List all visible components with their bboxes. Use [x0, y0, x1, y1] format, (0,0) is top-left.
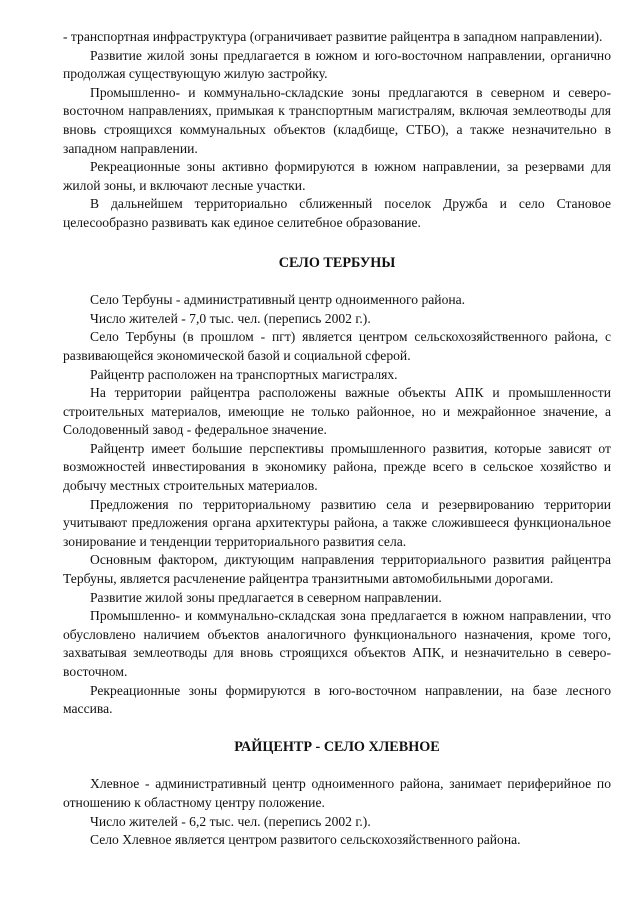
paragraph: Предложения по территориальному развитию села и резервированию территории учитывают предложения органа архитектуры района, а также сложившееся функциональное зонирование и тенденции территориального развития села.: [63, 496, 611, 549]
document-page: [63, 28, 611, 850]
section-heading: СЕЛО ТЕРБУНЫ: [278, 254, 396, 271]
section-heading: РАЙЦЕНТР - СЕЛО ХЛЕВНОЕ: [234, 738, 440, 755]
paragraph: Число жителей - 7,0 тыс. чел. (перепись 2002 г.).: [90, 310, 371, 326]
paragraph: На территории райцентра расположены важные объекты АПК и промышленности строительных материалов, имеющие не только районное, но и межрайонное значение, а Солодовенный завод - федеральное значение.: [63, 385, 611, 438]
paragraph: Развитие жилой зоны предлагается в северном направлении.: [90, 589, 442, 605]
paragraph: Промышленно- и коммунально-складская зона предлагается в южном направлении, что обусловлено наличием объектов аналогичного функционального назначения, кроме того, захватывая землеотводы для вновь строящихся объектов АПК, и незначительно в северо-восточном.: [63, 608, 611, 679]
paragraph: В дальнейшем территориально сближенный поселок Дружба и село Становое целесообразно развивать как единое селитебное образование.: [63, 196, 611, 230]
paragraph: - транспортная инфраструктура (ограничивает развитие райцентра в западном направлении).: [63, 29, 603, 44]
paragraph: Райцентр расположен на транспортных магистралях.: [90, 366, 398, 382]
paragraph: Село Тербуны (в прошлом - пгт) является центром сельскохозяйственного района, с развивающейся экономической базой и социальной сферой.: [63, 329, 611, 363]
paragraph: Число жителей - 6,2 тыс. чел. (перепись 2002 г.).: [90, 813, 371, 829]
paragraph: Рекреационные зоны формируются в юго-восточном направлении, на базе лесного массива.: [63, 682, 611, 717]
paragraph: Село Тербуны - административный центр одноименного района.: [90, 292, 466, 308]
paragraph: Рекреационные зоны активно формируются в южном направлении, за резервами для жилой зоны, и включают лесные участки.: [63, 159, 611, 193]
paragraph: Промышленно- и коммунально-складские зоны предлагаются в северном и северо-восточном направлениях, примыкая к транспортным магистралям, включая землеотводы для вновь строящихся коммунальных объектов (кладбище, СТБО), а также незначительно в западном направлении.: [63, 84, 611, 156]
paragraph: Развитие жилой зоны предлагается в южном и юго-восточном направлении, органично продолжая существующую жилую застройку.: [63, 47, 611, 82]
paragraph: Хлевное - административный центр одноименного района, занимает периферийное по отношению к областному центру положение.: [63, 776, 611, 810]
paragraph: Райцентр имеет большие перспективы промышленного развития, которые зависят от возможностей инвестирования в экономику района, прежде всего в сельское хозяйство и добычу местных строительных материалов.: [63, 440, 611, 494]
paragraph: Село Хлевное является центром развитого сельскохозяйственного района.: [90, 832, 521, 848]
paragraph: Основным фактором, диктующим направления территориального развития райцентра Тербуны, является расчленение райцентра транзитными автомобильными дорогами.: [63, 552, 611, 587]
